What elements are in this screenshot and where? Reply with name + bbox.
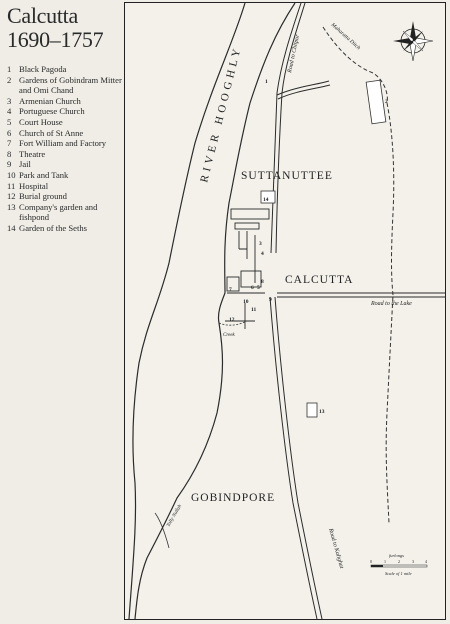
garden-gobindram: [366, 80, 386, 124]
marker-1: 1: [265, 79, 268, 85]
scale-tick: 2: [398, 559, 400, 564]
road-kalighat-label: Road to Kalighat: [327, 527, 345, 570]
place-gobindpore: GOBINDPORE: [191, 492, 276, 504]
marker-8: 8: [261, 279, 264, 285]
legend-label: Company's garden and fishpond: [19, 201, 98, 223]
legend-number: 13: [7, 201, 16, 212]
company-garden: [307, 403, 317, 417]
marker-10: 10: [243, 299, 249, 305]
legend-label: Church of St Anne: [19, 127, 84, 138]
legend-label: Armenian Church: [19, 95, 81, 106]
legend-label: Jail: [19, 159, 31, 170]
river-hooghly: [129, 3, 295, 619]
road-chitpur-right: [276, 3, 305, 253]
legend-number: 11: [7, 180, 16, 191]
marker-7: 7: [229, 287, 232, 293]
marker-11: 11: [251, 307, 257, 313]
legend-item: [7, 181, 125, 192]
map-frame: [124, 2, 446, 620]
legend-item: [7, 159, 125, 170]
legend-number: 6: [7, 127, 12, 138]
scale-unit: furlongs: [389, 553, 405, 558]
place-suttanuttee: SUTTANUTTEE: [241, 170, 333, 182]
legend-label: Theatre: [19, 148, 46, 159]
legend-label: Hospital: [19, 180, 49, 191]
legend-item: [7, 106, 125, 117]
marker-13: 13: [319, 409, 325, 415]
town-block: [231, 209, 269, 219]
marker-9: 9: [269, 297, 272, 303]
title-dates: 1690–1757: [7, 27, 104, 52]
marker-6: 6: [251, 285, 254, 291]
legend-number: 8: [7, 148, 12, 159]
legend-item: [7, 149, 125, 160]
legend-label: Portuguese Church: [19, 106, 85, 117]
legend-number: 2: [7, 74, 12, 85]
scale-tick: 3: [412, 559, 414, 564]
place-calcutta: CALCUTTA: [285, 274, 354, 286]
markers: [229, 79, 388, 415]
road-branch-a: [277, 81, 329, 95]
legend-item: [7, 75, 125, 96]
legend-label: Garden of the Seths: [19, 222, 88, 233]
road-kalighat-right: [275, 297, 322, 619]
marker-2: 2: [385, 99, 388, 105]
legend-number: 14: [7, 222, 16, 233]
legend-item: [7, 138, 125, 149]
ditch-label: Maharatta Ditch: [329, 22, 362, 52]
scale-tick: 1: [384, 559, 386, 564]
legend-number: 10: [7, 169, 16, 180]
maharatta-ditch: [323, 21, 394, 523]
legend-item: [7, 202, 125, 223]
legend-item: [7, 170, 125, 181]
town-block: [235, 223, 259, 229]
legend: [7, 64, 125, 234]
legend-label: Fort William and Factory: [19, 138, 107, 149]
nullah-label: Tolly Nullah: [166, 504, 184, 528]
road-kalighat-left: [270, 297, 317, 619]
marker-4: 4: [261, 251, 264, 257]
legend-item: [7, 64, 125, 75]
marker-12: 12: [229, 317, 235, 323]
legend-item: [7, 96, 125, 107]
compass-rose-icon: [393, 21, 433, 61]
scale-tick: 0: [370, 559, 372, 564]
legend-number: 9: [7, 159, 12, 170]
marker-5: 5: [257, 285, 260, 291]
town-blocks: [225, 209, 269, 329]
legend-label: Court House: [19, 116, 63, 127]
title-city: Calcutta: [7, 3, 78, 28]
map-canvas: [125, 3, 445, 619]
roads: [270, 3, 445, 619]
legend-item: [7, 128, 125, 139]
scale-bar-filled: [371, 565, 383, 567]
marker-14: 14: [263, 197, 269, 203]
creek-label: Creek: [223, 333, 235, 338]
legend-label: Burial ground: [19, 191, 67, 202]
legend-item: [7, 191, 125, 202]
marker-3: 3: [259, 241, 262, 247]
road-lake-label: Road to the Lake: [371, 301, 412, 307]
legend-label: Park and Tank: [19, 169, 69, 180]
legend-number: 7: [7, 138, 12, 149]
scale-caption: Scale of 1 mile: [385, 571, 412, 576]
legend-label: Black Pagoda: [19, 64, 67, 74]
legend-label: Gardens of Gobindram Mitter and Omi Chand: [19, 74, 122, 96]
legend-number: 3: [7, 95, 12, 106]
legend-number: 12: [7, 191, 16, 202]
legend-number: 4: [7, 106, 12, 117]
road-chitpur-label: Road to Chitpur: [287, 34, 302, 74]
legend-item: [7, 117, 125, 128]
scale-bar: [370, 553, 427, 576]
scale-tick: 4: [425, 559, 427, 564]
legend-number: 5: [7, 116, 12, 127]
river-label: RIVER HOOGHLY: [198, 43, 245, 184]
legend-item: [7, 223, 125, 234]
map-title: [7, 4, 103, 52]
legend-number: 1: [7, 64, 12, 74]
